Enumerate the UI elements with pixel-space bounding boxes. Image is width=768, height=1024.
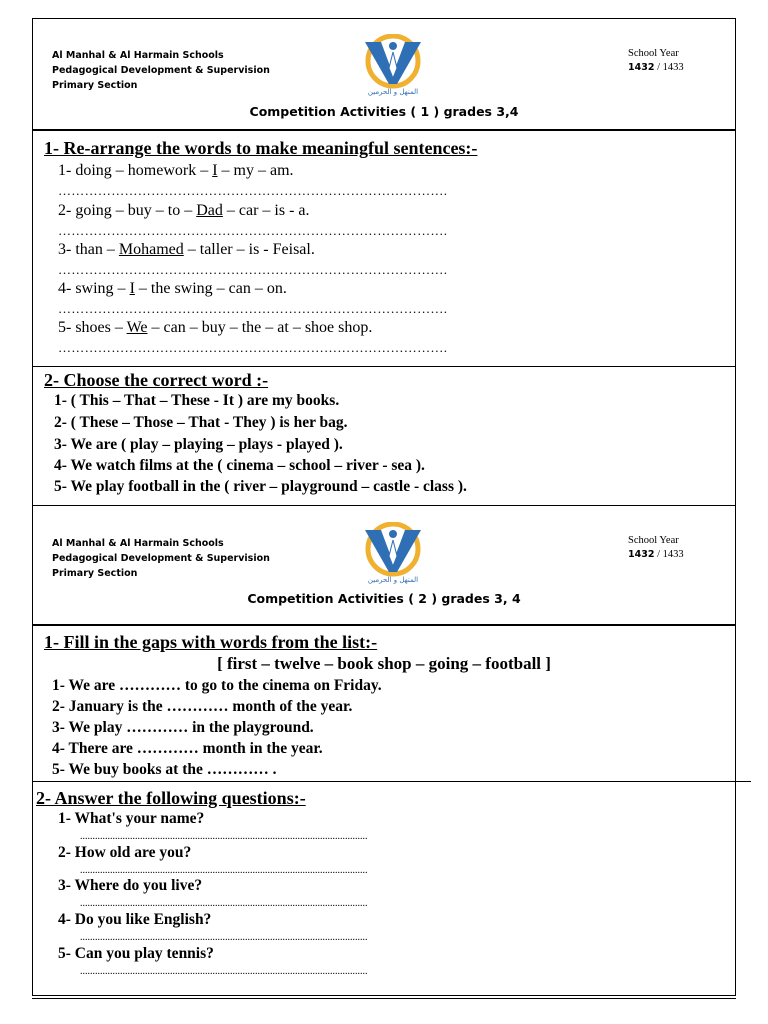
item-text: 4- swing – [58, 280, 130, 297]
fill-gap-item: 2- January is the ………… month of the year. [52, 698, 353, 715]
fill-gap-item: 3- We play ………… in the playground. [52, 719, 314, 736]
item-text: – taller – is - Feisal. [183, 241, 315, 258]
word-list: [ first – twelve – book shop – going – football ] [217, 654, 551, 673]
answer-dotted-line[interactable]: ……………………………………………………………………………. [58, 302, 448, 316]
rearrange-item [58, 318, 372, 338]
item-text: – can – buy – the – at – shoe shop. [147, 319, 373, 336]
answer-dotted-line[interactable]: ................................................................................................................... [80, 831, 368, 842]
activity-title-1: Competition Activities ( 1 ) grades 3,4 [249, 104, 519, 119]
rearrange-item [58, 201, 310, 221]
underlined-word: We [126, 319, 148, 336]
school-year-value: 1432 / 1433 [628, 549, 684, 560]
logo-caption: المنهل و الحرمين [367, 88, 419, 96]
question-item: 3- Where do you live? [58, 877, 203, 894]
item-text: 2- going – buy – to – [58, 202, 197, 219]
part-divider [33, 505, 735, 506]
underlined-word: Dad [196, 202, 223, 219]
answer-questions-heading: 2- Answer the following questions:- [36, 788, 306, 808]
school-logo [355, 522, 431, 584]
school-year-label: School Year [628, 535, 679, 546]
section-name: Primary Section [52, 80, 138, 91]
item-text: 1- doing – homework – [58, 162, 213, 179]
department-name: Pedagogical Development & Supervision [52, 65, 270, 76]
answer-dotted-line[interactable]: ................................................................................................................... [80, 932, 368, 943]
underlined-word: Mohamed [118, 241, 184, 258]
answer-dotted-line[interactable]: ……………………………………………………………………………. [58, 224, 448, 238]
section-divider-1 [33, 366, 735, 367]
department-name: Pedagogical Development & Supervision [52, 553, 270, 564]
school-header-1 [52, 48, 270, 93]
activity-title-2: Competition Activities ( 2 ) grades 3, 4 [247, 591, 521, 606]
choose-word-heading: 2- Choose the correct word :- [44, 370, 269, 390]
item-text: – car – is - a. [222, 202, 310, 219]
item-text: – the swing – can – on. [134, 280, 287, 297]
underlined-word: I [129, 280, 135, 297]
school-year-label: School Year [628, 48, 679, 59]
school-year-2 [628, 534, 684, 562]
choose-item: 1- ( This – That – These - It ) are my books. [54, 392, 340, 409]
rearrange-item [58, 161, 294, 181]
choose-item: 5- We play football in the ( river – playground – castle - class ). [54, 478, 467, 495]
title-divider-2 [33, 624, 735, 626]
title-divider-1 [33, 129, 735, 131]
school-year-1 [628, 47, 684, 75]
answer-dotted-line[interactable]: ……………………………………………………………………………. [58, 184, 448, 198]
section-divider-2 [33, 781, 751, 782]
school-year-value: 1432 / 1433 [628, 62, 684, 73]
rearrange-heading: 1- Re-arrange the words to make meaningful sentences:- [44, 138, 478, 158]
page-bottom-line [32, 998, 736, 999]
item-text: – my – am. [217, 162, 294, 179]
school-header-2 [52, 536, 270, 581]
answer-dotted-line[interactable]: ................................................................................................................... [80, 898, 368, 909]
answer-dotted-line[interactable]: ................................................................................................................... [80, 966, 368, 977]
choose-item: 4- We watch films at the ( cinema – school – river - sea ). [54, 457, 425, 474]
logo-caption: المنهل و الحرمين [367, 576, 419, 584]
item-text: 3- than – [58, 241, 119, 258]
school-name: Al Manhal & Al Harmain Schools [52, 50, 224, 61]
question-item: 2- How old are you? [58, 844, 192, 861]
underlined-word: I [212, 162, 218, 179]
fill-gap-item: 4- There are ………… month in the year. [52, 740, 323, 757]
answer-dotted-line[interactable]: ……………………………………………………………………………. [58, 263, 448, 277]
question-item: 5- Can you play tennis? [58, 945, 214, 962]
fill-gap-item: 1- We are ………… to go to the cinema on Friday. [52, 677, 382, 694]
rearrange-item [58, 279, 287, 299]
choose-item: 2- ( These – Those – That - They ) is her bag. [54, 414, 348, 431]
fill-gaps-heading: 1- Fill in the gaps with words from the list:- [44, 632, 378, 652]
answer-dotted-line[interactable]: ................................................................................................................... [80, 865, 368, 876]
answer-dotted-line[interactable]: ……………………………………………………………………………. [58, 341, 448, 355]
school-name: Al Manhal & Al Harmain Schools [52, 538, 224, 549]
section-name: Primary Section [52, 568, 138, 579]
fill-gap-item: 5- We buy books at the ………… . [52, 761, 277, 778]
question-item: 4- Do you like English? [58, 911, 212, 928]
school-logo [355, 34, 431, 96]
rearrange-item [58, 240, 315, 260]
question-item: 1- What's your name? [58, 810, 205, 827]
item-text: 5- shoes – [58, 319, 127, 336]
choose-item: 3- We are ( play – playing – plays - played ). [54, 436, 343, 453]
